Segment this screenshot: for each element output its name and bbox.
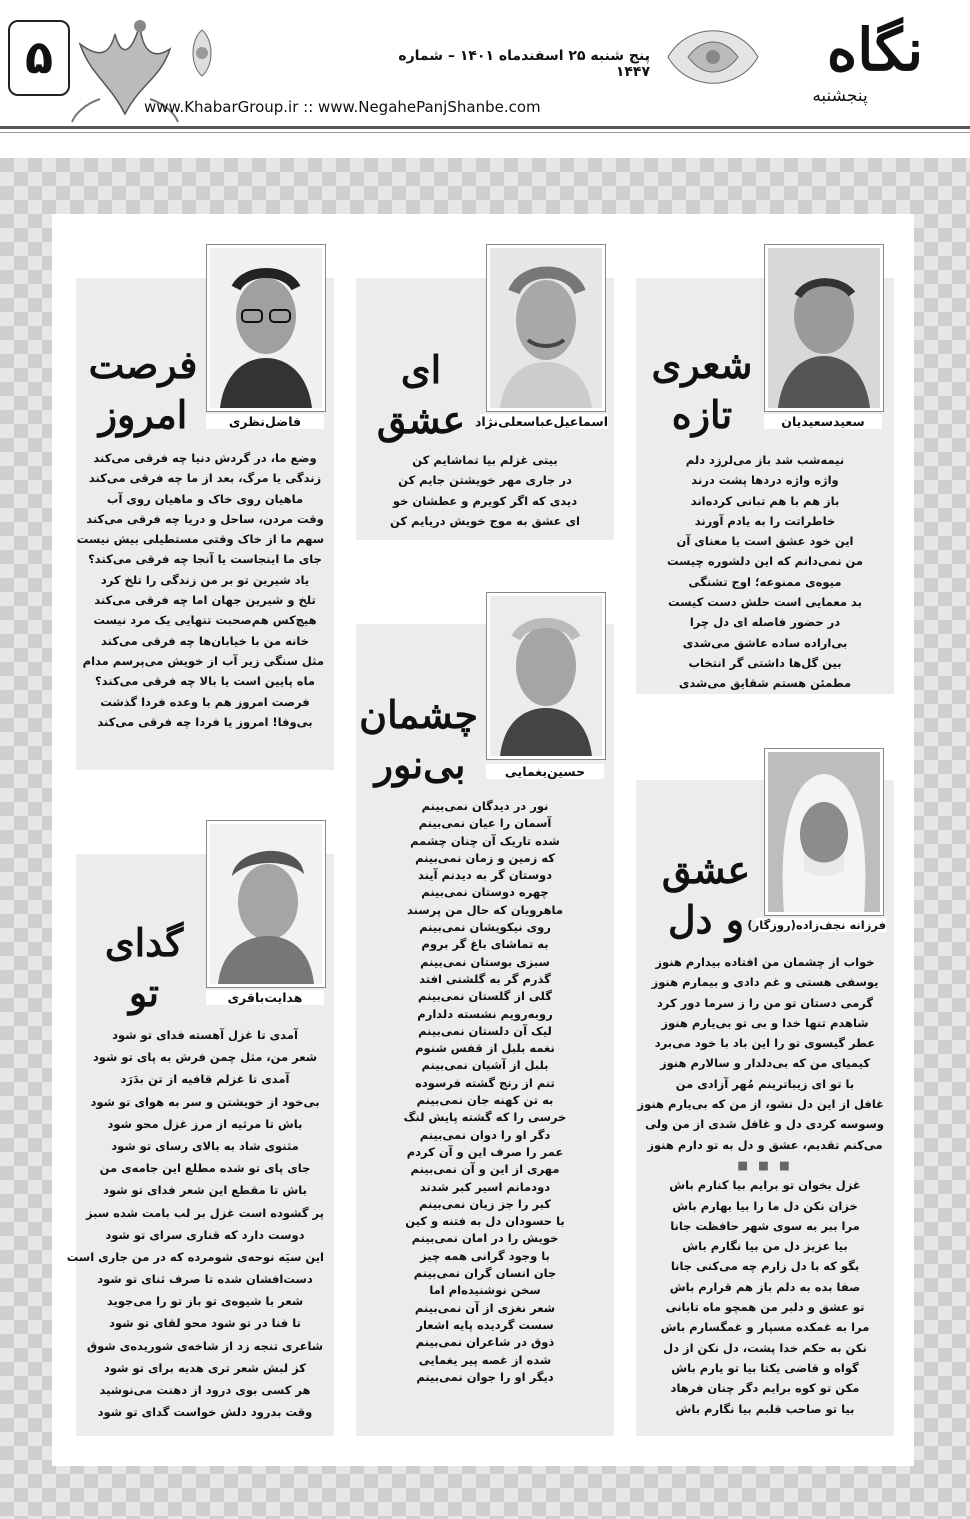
header-divider xyxy=(0,132,970,133)
poem-text-farzaneh: خواب از چشمان من افتاده بیدارم هنوز یوسفی هستی و غم دادی و بیمارم هنوز گرمی دستان تو من را ز سرما دور کرد شاهدم تنها خدا و بی تو بی‌یارم هنوز عطر گیسوی تو را این باد با خود می‌برد کیمیای من که بی‌دلدار و سالارم هنوز با تو ای زیباترینم مُهر آزادی من غافل از این دل نشو، از من که بی‌یارم هنوز وسوسه کردی دل و غافل شدی از من ولی می‌کنم تقدیم، عشق و دل به تو دارم هنوز ■ ■ ■ غزل بخوان تو برایم بیا کنارم باش خزان نکن دل ما را بیا بهارم باش مرا ببر به سوی شهر حافظت جانا بیا عزیز دل من بیا نگارم باش بگو که با دل زارم چه می‌کنی جانا صفا بده به دلم باز هم قرارم باش تو عشق و دلبر من همچو ماه تابانی مرا به غمکده مسپار و غمگسارم باش نکن به حکم خدا پشت، دل نکن از دل گواه و قاضی یکتا بیا تو یارم باش مکن تو کوه برایم دگر چنان فرهاد بیا تو صاحب قلبم بیا نگارم باش xyxy=(637,955,884,1416)
poem-separator: ■ ■ ■ xyxy=(737,1157,793,1172)
poet-photo-fazel xyxy=(206,244,326,412)
poet-photo-farzaneh xyxy=(764,748,884,916)
issue-info: پنج شنبه ۲۵ اسفندماه ۱۴۰۱ – شماره ۱۴۴۷ xyxy=(398,48,650,80)
poem-text-esmail: بیتی غزلم بیا تماشایم کن در جاری مهر خویشتن جایم کن دیدی که اگر کویرم و عطشان خو ای عشق به موج خویش دریایم کن xyxy=(390,453,580,528)
poem-title-hossein: چشمان بی‌نور xyxy=(359,692,478,787)
poet-name-hossein: حسین‌یغمایی xyxy=(486,764,604,779)
poet-name-saeed: سعیدسعیدیان xyxy=(764,414,882,429)
poem-text-hossein: نور در دیدگان نمی‌بینم آسمان را عیان نمی‌بینم شده تاریک آن چنان چشمم که زمین و زمان نمی‌بینم دوستان گر به دیدنم آیند چهره دوستان نمی‌بینم ماهرویان که حال من پرسند روی نیکویشان نمی‌بینم به تماشای باغ گر بروم سبزی بوستان نمی‌بینم گذرم گر به گلشنی افتد گلی از گلستان نمی‌بینم روبه‌رویم نشسته دلدارم لیک آن دلستان نمی‌بینم نغمه بلبل از قفس شنوم بلبل از آشیان نمی‌بینم تنم از رنج گشته فرسوده به تن کهنه جان نمی‌بینم خرسی را که گشته پایش لنگ دگر او را دوان نمی‌بینم عمر را صرف این و آن کردم مهری از این و آن نمی‌بینم دودمانم اسیر کبر شدند کبر را جز زیان نمی‌بینم با حسودان دل به فتنه و کین خویش را در امان نمی‌بینم با وجود گرانی همه چیز جان انسان گران نمی‌بینم سخن نوشنیده‌ام اما شعر نغزی از آن نمی‌بینم سست گردیده پایه اشعار ذوق در شاعران نمی‌بینم شده از غصه پیر یغمایی دیگر او را جوان نمی‌بینم xyxy=(403,799,567,1384)
page-header xyxy=(0,0,970,140)
page-number: ۵ xyxy=(8,20,70,96)
poet-name-farzaneh: فرزانه نجف‌زاده(روزگار) xyxy=(747,918,886,932)
poet-name-fazel: فاضل‌نظری xyxy=(206,414,324,429)
poet-photo-saeed xyxy=(764,244,884,412)
poem-title-fazel: فرصت امروز xyxy=(88,342,198,437)
poem-title-saeed: شعری تازه xyxy=(651,342,753,437)
poem-title-esmail: ای عشق xyxy=(376,347,466,442)
poet-name-hedayat: هدایت‌باقری xyxy=(206,990,324,1005)
ornament-icon xyxy=(180,28,224,78)
poem-text-hedayat: آمدی تا غزل آهسته فدای تو شود شعر من، مثل چمن فرش به پای تو شود آمدی تا غزلم قافیه از تن بدَرَد بی‌خود از خویشتن و سر به هوای تو شود باش تا مرثیه از مرز غزل محو شود مثنوی شاد به بالای رسای تو شود جای پای تو شده مطلع این جامه‌ی من باش تا مقطع این شعر فدای تو شود پر گشوده است غزل بر لب بامت شده سبز دوست دارد که قناری سرای تو شود این سیَه نوحه‌ی شومرده که در من جاری است دست‌افشان شده تا صرف ثنای تو شود شعر با شیوه‌ی تو باز تو را می‌جوید تا فنا در تو شود محو لقای تو شود شاعری تنجه زد از شاخه‌ی شوریده‌ی شوق کز لبش شعر تری هدیه برای تو شود هر کسی بوی درود از دهنت می‌نوشید وقت بدرود دلش خواست گدای تو شود xyxy=(66,1028,324,1420)
poem-title-farzaneh: عشق و دل xyxy=(661,847,751,942)
poet-photo-esmail xyxy=(486,244,606,412)
poem-text-saeed: نیمه‌شب شد باز می‌لرزد دلم واژه واژه دردها پشت درند باز هم با هم تبانی کرده‌اند خاطراتت را به یادم آورند این خود عشق است یا معنای آن من نمی‌دانم که این دلشوره چیست میوه‌ی ممنوعه؛ اوج تشنگی بد معمایی است حلش دست کیست در حضور فاصله ای دل چرا بی‌اراده ساده عاشق می‌شدی بین گل‌ها داشتی گر انتخاب مطمئن هستم شقایق می‌شدی xyxy=(667,453,863,691)
poet-name-esmail: اسماعیل‌عباسعلی‌نژاد xyxy=(474,414,608,429)
poem-title-hedayat: گدای تو xyxy=(104,920,184,1015)
poet-photo-hedayat xyxy=(206,820,326,988)
masthead-subtitle: پنجشنبه xyxy=(812,86,868,106)
poem-text-fazel: وضع ما، در گردش دنیا چه فرقی می‌کند زندگی یا مرگ، بعد از ما چه فرقی می‌کند ماهیان روی خاک و ماهیان روی آب وقت مردن، ساحل و دریا چه فرقی می‌کند سهم ما از خاک وقتی مستطیلی بیش نیست جای ما اینجاست یا آنجا چه فرقی می‌کند؟ یاد شیرین تو بر من زندگی را تلخ کرد تلخ و شیرین جهان اما چه فرقی می‌کند هیچ‌کس هم‌صحبت تنهایی یک مرد نیست خانه من با خیابان‌ها چه فرقی می‌کند مثل سنگی زیر آب از خویش می‌پرسم مدام ماه پایین است یا بالا چه فرقی می‌کند؟ فرصت امروز هم با وعده فردا گذشت بی‌وفا! امروز یا فردا چه فرقی می‌کند xyxy=(76,451,324,729)
ornament-icon xyxy=(658,22,768,92)
masthead-logo: نگاه xyxy=(826,16,924,84)
poet-photo-hossein xyxy=(486,592,606,760)
website-urls[interactable]: www.KhabarGroup.ir :: www.NegahePanjShanbe.com xyxy=(144,98,541,116)
header-divider xyxy=(0,126,970,129)
